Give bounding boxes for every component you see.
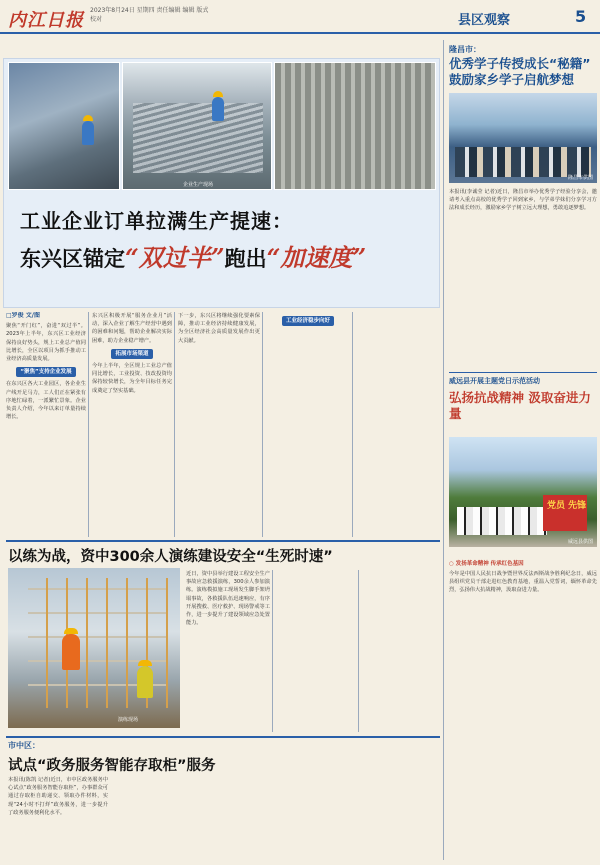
- page-number: 5: [575, 7, 587, 26]
- factory-photo-1: [8, 62, 120, 190]
- right-article-1-body: [449, 188, 597, 368]
- right-article-2-body: [449, 570, 597, 860]
- photo-caption: 隆昌市供图: [567, 175, 593, 181]
- right-article-2-kicker: 威远县开展主题党日示范活动: [449, 377, 540, 385]
- feature-subhead-1: “聚焦”支持企业发展: [16, 367, 75, 377]
- worker-figure: [212, 97, 224, 121]
- feature-paragraph: 东兴区积极开展“服务企业月”活动，深入企业了解生产经营中遇到的困难和问题，帮助企业解决实际困难，助力企业稳产增产。: [92, 313, 172, 344]
- feature-column-4: [266, 312, 350, 537]
- feature-headline-line2: [20, 238, 430, 273]
- party-flag: [543, 495, 587, 531]
- middle-article-paragraph: 近日，资中县举行建设工程安全生产事故应急救援演练，300余人参加演练。演练模拟施工现场发生脚手架坍塌事故，各救援队伍迅速响应，有序开展搜救、医疗救护、现场警戒等工作，进一步提升了建设领域应急处置能力。: [186, 571, 270, 627]
- steel-bars: [133, 103, 263, 173]
- bottom-article-column-3: [220, 776, 320, 862]
- column-divider: [272, 570, 273, 732]
- bottom-article-headline: 试点“政务服务智能存取柜”服务: [8, 758, 216, 774]
- dateline: 2023年8月24日 星期四 责任编辑 编辑 版式 校对: [90, 7, 209, 23]
- feature-byline: □罗俊 文/图: [6, 312, 40, 319]
- middle-article-column-3: [362, 570, 440, 732]
- feature-paragraph: 今年上半年，全区规上工业总产值同比增长，工业投资、技改投资均保持较快增长，为全年目标任务完成奠定了坚实基础。: [92, 363, 172, 394]
- bottom-article-column-4: [326, 776, 438, 862]
- section-title: 县区观察: [458, 13, 511, 28]
- photo-caption: 企业生产现场: [183, 182, 214, 188]
- feature-paragraph: 聚焦“开门红”，奋进“双过半”。2023年上半年，东兴区工业经济保持良好势头，规上工业总产值同比增长，全区以项目为抓手推动工业经济高质量发展。: [6, 323, 86, 363]
- right-article-1-tag: 隆昌市：: [449, 45, 481, 54]
- factory-photo-3: [274, 62, 436, 190]
- students-photo: [449, 93, 597, 183]
- right-article-2-headline: 弘扬抗战精神 汲取奋进力量: [449, 390, 591, 421]
- article-divider: [449, 372, 597, 373]
- main-column-divider: [443, 40, 444, 860]
- party-members-group: [457, 507, 547, 535]
- feature-column-2: [92, 312, 172, 537]
- feature-subhead-3: 工业经济稳步向好: [282, 316, 334, 326]
- section-divider: [6, 540, 440, 542]
- column-divider: [88, 312, 89, 537]
- bottom-article-tag: 市中区：: [8, 741, 40, 750]
- flag-text: 党员 先锋: [547, 501, 587, 511]
- right-article-1-headline: 优秀学子传授成长“秘籍” 鼓励家乡学子启航梦想: [449, 56, 591, 87]
- students-group: [455, 147, 591, 177]
- middle-article-column-2: [276, 570, 356, 732]
- feature-headline-line1: 工业企业订单拉满生产提速：: [20, 209, 293, 233]
- feature-photo-strip: [8, 62, 436, 192]
- right-article-2-subhead: ○ 发扬革命精神 传承红色基因: [449, 561, 524, 567]
- worker-figure: [82, 121, 94, 145]
- feature-headline: [20, 205, 430, 273]
- bottom-article-paragraph: 本报讯(陈凯 记者)近日，市中区政务服务中心试点“政务服务智能存取柜”，办事群众可通过存取柜自助递交、领取办件材料，实现“24小时不打烊”政务服务，进一步提升了政务服务便利化水平。: [8, 777, 108, 816]
- headline-highlight-2: “加速度”: [266, 243, 367, 272]
- headline-highlight-1: “双过半”: [125, 243, 225, 272]
- rescuer-figure: [137, 666, 153, 698]
- right-article-1-paragraph: 本报讯(李诚莹 记者)近日，隆昌市举办优秀学子经验分享会，邀请考入重点高校的优秀学子回到家乡，与学弟学妹们分享学习方法和成长经历，激励家乡学子树立远大理想，勇敢追逐梦想。: [449, 189, 597, 212]
- newspaper-logo: 内江日报: [8, 10, 84, 31]
- feature-column-1: [6, 312, 86, 537]
- rescuer-figure: [62, 634, 80, 670]
- factory-photo-2: [122, 62, 272, 190]
- column-divider: [262, 312, 263, 537]
- photo-caption: 威远县供图: [567, 539, 593, 545]
- memorial-photo: [449, 437, 597, 547]
- middle-article-headline: 以练为战，资中300余人演练建设安全“生死时速”: [8, 549, 333, 565]
- right-article-2-paragraph: 今年是中国人民抗日战争暨世界反法西斯战争胜利纪念日，威远县组织党员干部走进红色教育基地，重温入党誓词，缅怀革命先烈，弘扬伟大抗战精神，汲取奋进力量。: [449, 571, 597, 594]
- middle-article-column-1: [186, 570, 270, 732]
- feature-subhead-2: 拓展市场渠道: [111, 349, 152, 359]
- feature-column-3: [178, 312, 260, 537]
- column-divider: [174, 312, 175, 537]
- bottom-article-column-2: [114, 776, 214, 862]
- feature-paragraph: 在东兴区各大工业园区，各企业生产线开足马力，工人们正在紧张有序地忙碌着，一派繁忙景象。企业负责人介绍，今年以来订单量持续增长。: [6, 381, 86, 421]
- headline-mid: 跑出: [224, 247, 267, 271]
- drill-photo: [8, 568, 180, 728]
- bottom-article-column-1: [8, 776, 108, 862]
- section-divider: [6, 736, 440, 738]
- headline-prefix: 东兴区锚定: [20, 247, 125, 271]
- column-divider: [358, 570, 359, 732]
- column-divider: [352, 312, 353, 537]
- feature-paragraph: 下一步，东兴区将继续强化要素保障，推动工业经济持续健康发展，为全区经济社会高质量发展作出更大贡献。: [178, 313, 260, 344]
- feature-column-5: [356, 312, 440, 537]
- photo-caption: 演练现场: [118, 717, 139, 723]
